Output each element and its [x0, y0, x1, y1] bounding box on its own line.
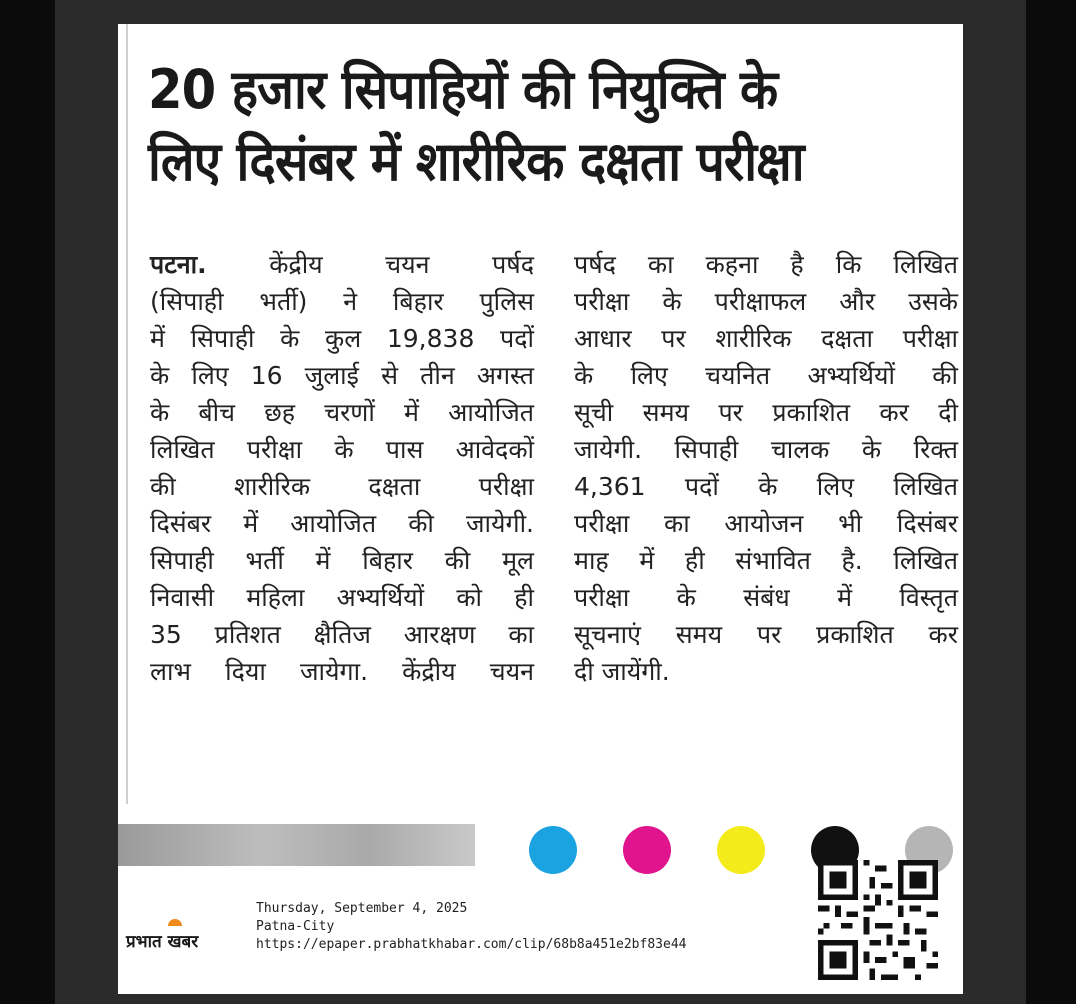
article-line: पर्षद का कहना है कि लिखित: [574, 250, 958, 279]
dateline: पटना.: [150, 250, 207, 279]
headline: [148, 54, 884, 198]
article-line: पटना. केंद्रीय चयन पर्षद: [150, 250, 534, 279]
clip-url[interactable]: https://epaper.prabhatkhabar.com/clip/68b8a451e2bf83e44: [256, 937, 687, 952]
article-line: दी जायेंगी.: [574, 657, 670, 686]
article-line: 4,361 पदों के लिए लिखित: [574, 472, 958, 501]
article-line: की शारीरिक दक्षता परीक्षा: [150, 472, 534, 501]
article-line: 35 प्रतिशत क्षैतिज आरक्षण का: [150, 620, 534, 649]
yellow-registration-mark: [717, 826, 765, 874]
article-line: आधार पर शारीरिक दक्षता परीक्षा: [574, 324, 958, 353]
article-line: परीक्षा का आयोजन भी दिसंबर: [574, 509, 958, 538]
article-line: के लिए 16 जुलाई से तीन अगस्त: [150, 361, 534, 390]
article-line: जायेगी. सिपाही चालक के रिक्त: [574, 435, 958, 464]
left-border: [0, 0, 55, 1004]
article-right-column: [574, 246, 958, 690]
article-line: दिसंबर में आयोजित की जायेगी.: [150, 509, 534, 538]
article-line: लिखित परीक्षा के पास आवेदकों: [150, 435, 534, 464]
edition-name: Patna-City: [256, 919, 335, 934]
article-left-column: [150, 246, 534, 690]
article-line: सूची समय पर प्रकाशित कर दी: [574, 398, 958, 427]
article-line: (सिपाही भर्ती) ने बिहार पुलिस: [150, 287, 534, 316]
article-line: निवासी महिला अभ्यर्थियों को ही: [150, 583, 534, 612]
headline-line-1: 20 हजार सिपाहियों की नियुक्ति के: [148, 58, 778, 121]
article-line: सूचनाएं समय पर प्रकाशित कर: [574, 620, 958, 649]
qr-code-icon[interactable]: [818, 860, 938, 980]
column-rule: [126, 24, 128, 804]
cyan-registration-mark: [529, 826, 577, 874]
sun-icon: [168, 919, 182, 926]
magenta-registration-mark: [623, 826, 671, 874]
publish-date: Thursday, September 4, 2025: [256, 901, 468, 916]
headline-line-2: लिए दिसंबर में शारीरिक दक्षता परीक्षा: [148, 130, 804, 193]
clip-metadata: [256, 900, 686, 954]
print-registration-bar: [118, 824, 475, 866]
article-line: माह में ही संभावित है. लिखित: [574, 546, 958, 575]
newspaper-clipping: [118, 24, 963, 994]
right-border: [1026, 0, 1076, 1004]
article-line: में सिपाही के कुल 19,838 पदों: [150, 324, 534, 353]
article-line: परीक्षा के संबंध में विस्तृत: [574, 583, 958, 612]
top-strip: [55, 0, 1026, 24]
article-line: सिपाही भर्ती में बिहार की मूल: [150, 546, 534, 575]
article-line: लाभ दिया जायेगा. केंद्रीय चयन: [150, 657, 534, 686]
article-line: के लिए चयनित अभ्यर्थियों की: [574, 361, 958, 390]
article-line: परीक्षा के परीक्षाफल और उसके: [574, 287, 958, 316]
logo-text: प्रभात खबर: [126, 932, 199, 952]
article-line: के बीच छह चरणों में आयोजित: [150, 398, 534, 427]
prabhat-khabar-logo: [126, 929, 198, 952]
